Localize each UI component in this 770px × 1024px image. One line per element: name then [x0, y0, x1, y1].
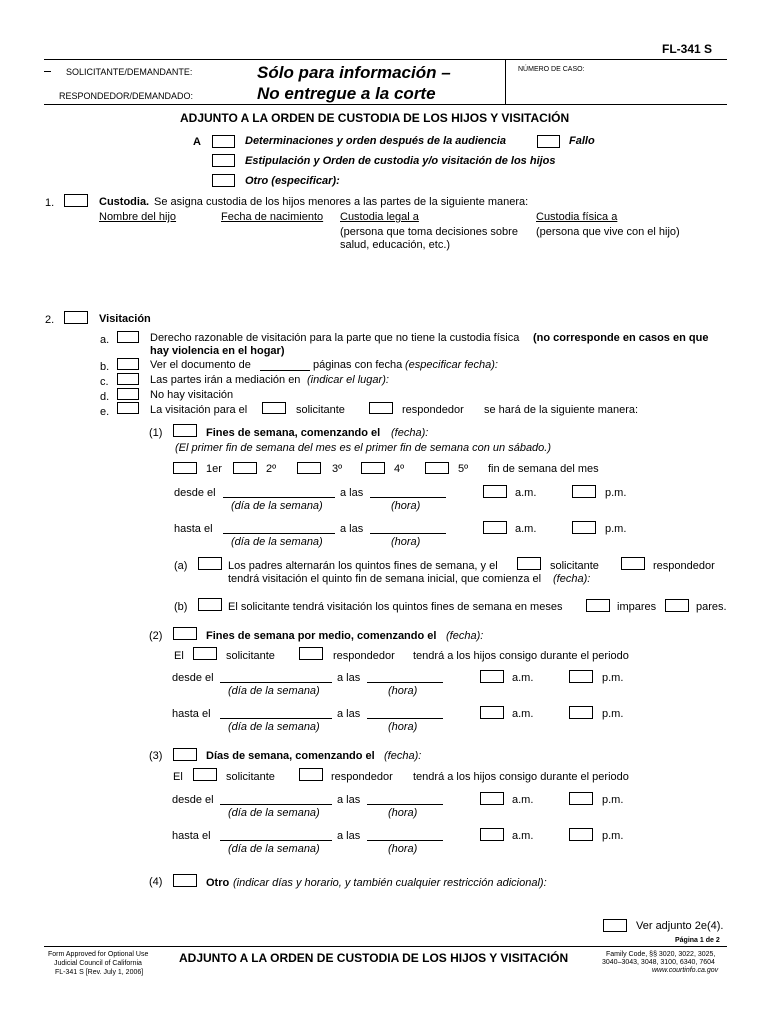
- item2-number: 2.: [45, 314, 55, 326]
- sub1-number: (1): [149, 427, 163, 439]
- weekends-date-hint: (fecha):: [391, 427, 429, 439]
- sub1-to-am-label: a.m.: [515, 523, 537, 535]
- sub2-from-time-hint: (hora): [388, 685, 418, 697]
- code-line1: Family Code, §§ 3020, 3022, 3025,: [606, 951, 716, 958]
- sub1-from-day-field[interactable]: [223, 497, 335, 498]
- sub3-to-pm-checkbox[interactable]: [569, 828, 593, 841]
- col-child-name: Nombre del hijo: [99, 211, 177, 223]
- footer-rule: [44, 946, 727, 947]
- sub3-to-pm-label: p.m.: [602, 830, 624, 842]
- alternate-fifth-petitioner-label: solicitante: [550, 560, 599, 572]
- col-physical-sub: (persona que vive con el hijo): [536, 226, 680, 238]
- custody-label: Custodia.: [99, 196, 150, 208]
- sub2-to-time-hint: (hora): [388, 721, 418, 733]
- visitation-petitioner-label: solicitante: [296, 404, 345, 416]
- header-top-rule: [44, 59, 727, 60]
- sub3-from-pm-label: p.m.: [602, 794, 624, 806]
- weekend-2nd-label: 2º: [266, 463, 277, 475]
- sub3-to-day-hint: (día de la semana): [228, 843, 320, 855]
- col-physical-custody: Custodia física a: [536, 211, 618, 223]
- sub2-from-pm-checkbox[interactable]: [569, 670, 593, 683]
- findings-label: Determinaciones y orden después de la audiencia: [245, 135, 507, 147]
- col-legal-sub2: salud, educación, etc.): [340, 239, 451, 251]
- sub2-from-at-label: a las: [337, 672, 361, 684]
- sub2-to-at-label: a las: [337, 708, 361, 720]
- sub1-to-time-field[interactable]: [370, 533, 446, 534]
- odd-months-checkbox[interactable]: [586, 599, 610, 612]
- alternate-weekends-checkbox[interactable]: [173, 627, 197, 640]
- sub1-from-label: desde el: [174, 487, 216, 499]
- visitation-petitioner-checkbox[interactable]: [262, 402, 286, 414]
- sub2-to-time-field[interactable]: [367, 718, 443, 719]
- sub2-to-am-label: a.m.: [512, 708, 534, 720]
- sub1-from-time-field[interactable]: [370, 497, 446, 498]
- sub1-to-day-field[interactable]: [223, 533, 335, 534]
- weekend-5th-checkbox[interactable]: [425, 462, 449, 474]
- sub2-to-day-hint: (día de la semana): [228, 721, 320, 733]
- page-title: ADJUNTO A LA ORDEN DE CUSTODIA DE LOS HIJOS Y VISITACIÓN: [180, 111, 570, 125]
- court-website-link[interactable]: www.courtinfo.ca.gov: [652, 967, 719, 974]
- weekend-1st-label: 1er: [206, 463, 222, 475]
- other-schedule-label: Otro: [206, 877, 230, 889]
- code-line2: 3040–3043, 3048, 3100, 6340, 7604: [602, 959, 715, 966]
- other-checkbox[interactable]: [212, 174, 235, 187]
- sub2-petitioner-checkbox[interactable]: [193, 647, 217, 660]
- item2a-letter: a.: [100, 334, 110, 346]
- sub3-from-pm-checkbox[interactable]: [569, 792, 593, 805]
- alternate-fifth-petitioner-checkbox[interactable]: [517, 557, 541, 570]
- sub2-the-label: El: [174, 650, 184, 662]
- weekdays-checkbox[interactable]: [173, 748, 197, 761]
- stipulation-label: Estipulación y Orden de custodia y/o visitación de los hijos: [245, 155, 556, 167]
- sub3-to-time-field[interactable]: [367, 840, 443, 841]
- no-visitation-checkbox[interactable]: [117, 388, 139, 400]
- sub3-to-am-label: a.m.: [512, 830, 534, 842]
- col-birth-date: Fecha de nacimiento: [221, 211, 324, 223]
- case-number-label: NÚMERO DE CASO:: [518, 66, 585, 73]
- visitation-respondent-label: respondedor: [402, 404, 464, 416]
- visitation-respondent-checkbox[interactable]: [369, 402, 393, 414]
- header-tick: [44, 71, 51, 72]
- weekdays-label: Días de semana, comenzando el: [206, 750, 375, 762]
- weekend-2nd-checkbox[interactable]: [233, 462, 257, 474]
- fifth-weekends-months-text: El solicitante tendrá visitación los quintos fines de semana en meses: [228, 601, 563, 613]
- petitioner-label: SOLICITANTE/DEMANDANTE:: [66, 67, 193, 77]
- weekend-1st-checkbox[interactable]: [173, 462, 197, 474]
- weekend-4th-checkbox[interactable]: [361, 462, 385, 474]
- visitation-checkbox[interactable]: [64, 311, 88, 324]
- sub1-to-at-label: a las: [340, 523, 364, 535]
- attach-letter: A: [193, 136, 201, 148]
- alternate-fifth-date-hint: (fecha):: [553, 573, 591, 585]
- sub2-to-pm-label: p.m.: [602, 708, 624, 720]
- approved-line3: FL-341 S [Rev. July 1, 2006]: [55, 969, 144, 976]
- other-label: Otro (especificar):: [245, 175, 340, 187]
- sub2-respondent-label: respondedor: [333, 650, 395, 662]
- sub3-to-time-hint: (hora): [388, 843, 418, 855]
- judgment-label: Fallo: [569, 135, 595, 147]
- alternate-fifth-text: Los padres alternarán los quintos fines de semana, y el: [228, 560, 498, 572]
- sub2-to-pm-checkbox[interactable]: [569, 706, 593, 719]
- sub1-to-label: hasta el: [174, 523, 213, 535]
- see-attachment-label: Ver adjunto 2e(4).: [636, 920, 724, 932]
- sub2-from-label: desde el: [172, 672, 214, 684]
- sub2-to-day-field[interactable]: [220, 718, 332, 719]
- custody-text: Se asigna custodia de los hijos menores a las partes de la siguiente manera:: [154, 196, 529, 208]
- item2c-letter: c.: [100, 376, 109, 388]
- sub3-from-am-checkbox[interactable]: [480, 792, 504, 805]
- no-visitation-text: No hay visitación: [150, 389, 234, 401]
- alternate-fifth-respondent-checkbox[interactable]: [621, 557, 645, 570]
- sub3-from-at-label: a las: [337, 794, 361, 806]
- sub2-period-text: tendrá a los hijos consigo durante el periodo: [413, 650, 629, 662]
- sub2-from-am-label: a.m.: [512, 672, 534, 684]
- sub2-to-label: hasta el: [172, 708, 211, 720]
- case-number-divider: [505, 59, 506, 104]
- approved-line2: Judicial Council of California: [54, 960, 142, 967]
- sub3-the-label: El: [173, 771, 183, 783]
- sub1-from-pm-label: p.m.: [605, 487, 627, 499]
- alternate-weekends-label: Fines de semana por medio, comenzando el: [206, 630, 437, 642]
- sub2-to-am-checkbox[interactable]: [480, 706, 504, 719]
- sub3-from-day-hint: (día de la semana): [228, 807, 320, 819]
- sub3-petitioner-checkbox[interactable]: [193, 768, 217, 781]
- other-schedule-checkbox[interactable]: [173, 874, 197, 887]
- footer-title: ADJUNTO A LA ORDEN DE CUSTODIA DE LOS HIJOS Y VISITACIÓN: [179, 951, 569, 965]
- col-legal-custody: Custodia legal a: [340, 211, 419, 223]
- specify-date-text: (especificar fecha):: [405, 359, 498, 371]
- even-months-label: pares.: [696, 601, 727, 613]
- sub2-from-day-field[interactable]: [220, 682, 332, 683]
- sub3-to-am-checkbox[interactable]: [480, 828, 504, 841]
- sub2-from-pm-label: p.m.: [602, 672, 624, 684]
- visitation-schedule-checkbox[interactable]: [117, 402, 139, 414]
- other-schedule-hint: (indicar días y horario, y también cualquier restricción adicional):: [233, 877, 547, 889]
- custody-checkbox[interactable]: [64, 194, 88, 207]
- reasonable-visitation-note1: (no corresponde en casos en que: [533, 332, 709, 344]
- see-attachment-checkbox[interactable]: [603, 919, 627, 932]
- sub1b-label: (b): [174, 601, 188, 613]
- approved-line1: Form Approved for Optional Use: [48, 951, 149, 958]
- item1-number: 1.: [45, 197, 55, 209]
- alternate-weekends-date-hint: (fecha):: [446, 630, 484, 642]
- sub2-respondent-checkbox[interactable]: [299, 647, 323, 660]
- sub4-number: (4): [149, 876, 163, 888]
- visitation-for-text: La visitación para el: [150, 404, 248, 416]
- sub3-petitioner-label: solicitante: [226, 771, 275, 783]
- form-number: FL-341 S: [662, 42, 713, 56]
- weekends-note: (El primer fin de semana del mes es el primer fin de semana con un sábado.): [175, 442, 552, 454]
- alternate-fifth-text2: tendrá visitación el quinto fin de semana inicial, que comienza el: [228, 573, 542, 585]
- sub3-to-label: hasta el: [172, 830, 211, 842]
- sub1-from-am-label: a.m.: [515, 487, 537, 499]
- sub2-number: (2): [149, 630, 163, 642]
- weekdays-date-hint: (fecha):: [384, 750, 422, 762]
- sub1-to-pm-checkbox[interactable]: [572, 521, 596, 534]
- even-months-checkbox[interactable]: [665, 599, 689, 612]
- sub1-to-time-hint: (hora): [391, 536, 421, 548]
- pages-dated-text: páginas con fecha: [313, 359, 403, 371]
- mediation-place-text: (indicar el lugar):: [307, 374, 389, 386]
- sub2-from-time-field[interactable]: [367, 682, 443, 683]
- sub3-respondent-label: respondedor: [331, 771, 393, 783]
- weekends-label: Fines de semana, comenzando el: [206, 427, 381, 439]
- sub2-from-am-checkbox[interactable]: [480, 670, 504, 683]
- sub1-from-am-checkbox[interactable]: [483, 485, 507, 498]
- weekend-4th-label: 4º: [394, 463, 405, 475]
- sub3-from-am-label: a.m.: [512, 794, 534, 806]
- sub2-from-day-hint: (día de la semana): [228, 685, 320, 697]
- sub1-from-pm-checkbox[interactable]: [572, 485, 596, 498]
- sub1-from-day-hint: (día de la semana): [231, 500, 323, 512]
- odd-months-label: impares: [617, 601, 657, 613]
- weekend-5th-label: 5º: [458, 463, 469, 475]
- item2d-letter: d.: [100, 391, 110, 403]
- sub1-from-time-hint: (hora): [391, 500, 421, 512]
- sub3-from-label: desde el: [172, 794, 214, 806]
- item2b-letter: b.: [100, 361, 110, 373]
- sub3-number: (3): [149, 750, 163, 762]
- sub3-to-day-field[interactable]: [220, 840, 332, 841]
- visitation-manner-text: se hará de la siguiente manera:: [484, 404, 639, 416]
- respondent-label: RESPONDEDOR/DEMANDADO:: [59, 91, 194, 101]
- weekend-3rd-label: 3º: [332, 463, 343, 475]
- alternate-fifth-checkbox[interactable]: [198, 557, 222, 570]
- see-document-text: Ver el documento de: [150, 359, 251, 371]
- item2e-letter: e.: [100, 406, 110, 418]
- weekend-of-month-label: fin de semana del mes: [488, 463, 599, 475]
- sub1-to-day-hint: (día de la semana): [231, 536, 323, 548]
- page-number: Página 1 de 2: [675, 937, 720, 944]
- findings-checkbox[interactable]: [212, 135, 235, 148]
- alternate-fifth-respondent-label: respondedor: [653, 560, 715, 572]
- sub3-from-day-field[interactable]: [220, 804, 332, 805]
- header-bottom-rule: [44, 104, 727, 105]
- sub1a-label: (a): [174, 560, 188, 572]
- reasonable-visitation-text: Derecho razonable de visitación para la parte que no tiene la custodia física: [150, 332, 520, 344]
- sub3-from-time-hint: (hora): [388, 807, 418, 819]
- col-legal-sub1: (persona que toma decisiones sobre: [340, 226, 518, 238]
- sub3-period-text: tendrá a los hijos consigo durante el periodo: [413, 771, 629, 783]
- see-document-checkbox[interactable]: [117, 358, 139, 370]
- stipulation-checkbox[interactable]: [212, 154, 235, 167]
- mediation-checkbox[interactable]: [117, 373, 139, 385]
- weekends-checkbox[interactable]: [173, 424, 197, 437]
- sub1-from-at-label: a las: [340, 487, 364, 499]
- mediation-text: Las partes irán a mediación en: [150, 374, 301, 386]
- sub3-from-time-field[interactable]: [367, 804, 443, 805]
- sub1-to-am-checkbox[interactable]: [483, 521, 507, 534]
- fifth-weekends-months-checkbox[interactable]: [198, 598, 222, 611]
- sub2-petitioner-label: solicitante: [226, 650, 275, 662]
- sub3-to-at-label: a las: [337, 830, 361, 842]
- sub3-respondent-checkbox[interactable]: [299, 768, 323, 781]
- visitation-label: Visitación: [99, 313, 151, 325]
- info-only-line2: No entregue a la corte: [257, 84, 436, 103]
- judgment-checkbox[interactable]: [537, 135, 560, 148]
- page-count-field[interactable]: [260, 370, 310, 371]
- sub1-to-pm-label: p.m.: [605, 523, 627, 535]
- weekend-3rd-checkbox[interactable]: [297, 462, 321, 474]
- reasonable-visitation-note2: hay violencia en el hogar): [150, 345, 285, 357]
- info-only-line1: Sólo para información –: [257, 63, 451, 82]
- reasonable-visitation-checkbox[interactable]: [117, 331, 139, 343]
